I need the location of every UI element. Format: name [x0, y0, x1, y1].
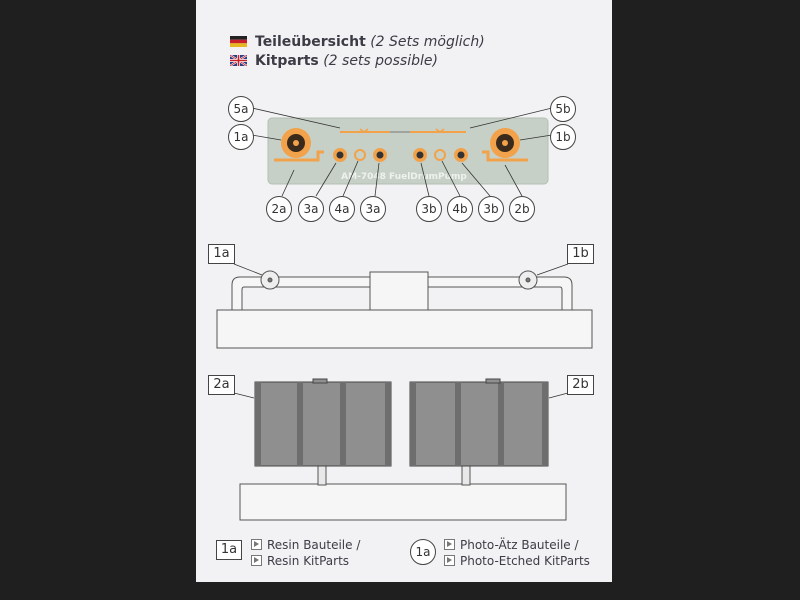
drum-2a — [255, 379, 391, 466]
drum-base — [240, 484, 566, 520]
legend-resin-text — [251, 537, 360, 569]
label-2b: 2b — [509, 196, 535, 222]
arrow-icon — [251, 539, 262, 550]
box-label-2b: 2b — [567, 375, 594, 395]
photo-etch-fret — [268, 118, 548, 184]
legend-resin-symbol: 1a — [216, 540, 242, 560]
pump-assembly-view — [217, 271, 592, 348]
box-label-1b: 1b — [567, 244, 594, 264]
english-note: (2 sets possible) — [323, 53, 438, 69]
pipe-left — [232, 277, 370, 310]
label-5a: 5a — [228, 96, 254, 122]
label-1a: 1a — [228, 124, 254, 150]
pump-body — [370, 272, 428, 310]
arrow-icon — [251, 555, 262, 566]
label-3a-right: 3a — [360, 196, 386, 222]
label-5b: 5b — [550, 96, 576, 122]
box-label-1a: 1a — [208, 244, 235, 264]
label-4b: 4b — [447, 196, 473, 222]
label-1b: 1b — [550, 124, 576, 150]
english-title: Kitparts — [255, 53, 319, 69]
drums-view — [240, 379, 566, 520]
german-note: (2 Sets möglich) — [370, 34, 485, 50]
fret-text: AM-7048 FuelDrumPump — [341, 172, 467, 182]
label-2a: 2a — [266, 196, 292, 222]
label-4a: 4a — [329, 196, 355, 222]
pump-base — [217, 310, 592, 348]
arrow-icon — [444, 555, 455, 566]
arrow-icon — [444, 539, 455, 550]
legend-pe-text — [444, 537, 590, 569]
label-3b-right: 3b — [478, 196, 504, 222]
box-label-2a: 2a — [208, 375, 235, 395]
german-title: Teileübersicht — [255, 34, 366, 50]
pipe-right — [428, 277, 572, 310]
label-3a-left: 3a — [298, 196, 324, 222]
legend-resin-line1: Resin Bauteile / — [267, 538, 361, 552]
legend-pe-line2: Photo-Etched KitParts — [460, 554, 590, 568]
legend-pe-line1: Photo-Ätz Bauteile / — [460, 538, 579, 552]
label-3b-left: 3b — [416, 196, 442, 222]
parts-diagram — [196, 0, 612, 582]
drum-2b — [410, 379, 548, 466]
legend-pe-symbol: 1a — [410, 539, 436, 565]
legend-resin-line2: Resin KitParts — [267, 554, 350, 568]
